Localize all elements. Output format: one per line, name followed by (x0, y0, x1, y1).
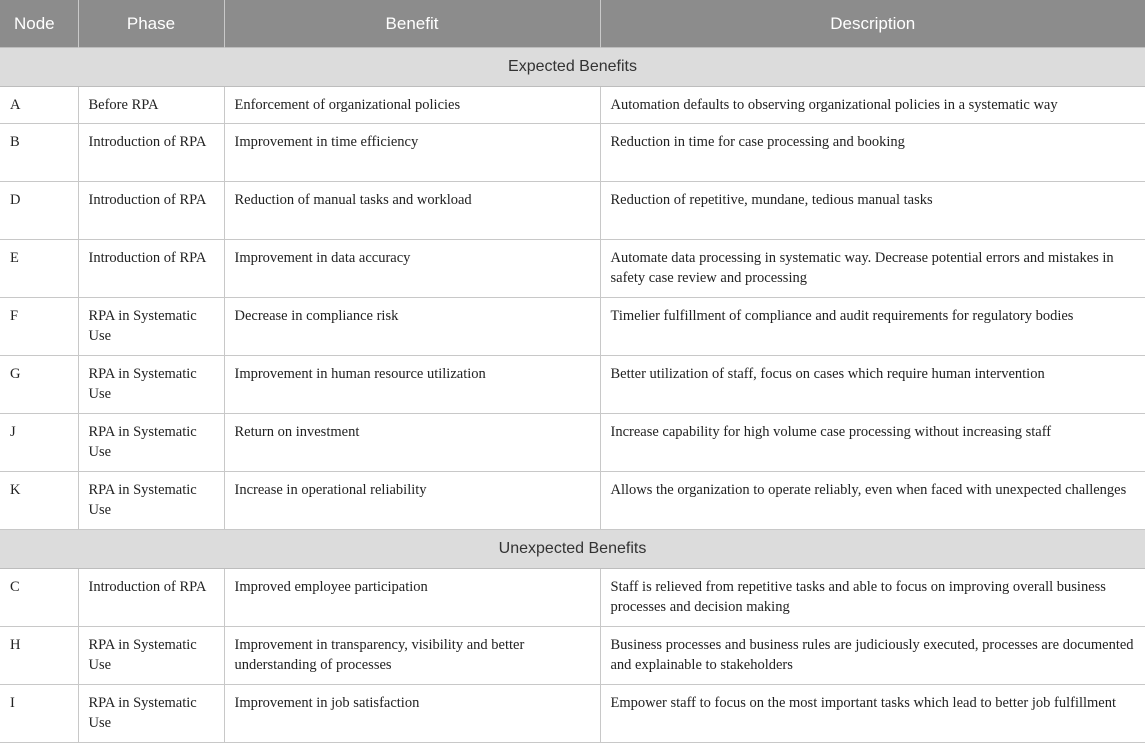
section-title: Expected Benefits (0, 48, 1145, 87)
node-cell: I (0, 685, 78, 743)
node-cell: J (0, 414, 78, 472)
phase-cell: Introduction of RPA (78, 182, 224, 240)
phase-cell: Introduction of RPA (78, 569, 224, 627)
table-row (0, 240, 1145, 298)
node-cell: A (0, 87, 78, 124)
header-benefit: Benefit (224, 0, 600, 48)
phase-cell: Before RPA (78, 87, 224, 124)
phase-cell: Introduction of RPA (78, 124, 224, 182)
benefit-cell: Improvement in human resource utilization (224, 356, 600, 414)
phase-cell: Introduction of RPA (78, 240, 224, 298)
node-cell: F (0, 298, 78, 356)
benefit-cell: Improvement in data accuracy (224, 240, 600, 298)
header-phase: Phase (78, 0, 224, 48)
table-row (0, 298, 1145, 356)
phase-cell: RPA in Systematic Use (78, 298, 224, 356)
table-row (0, 124, 1145, 182)
phase-cell: RPA in Systematic Use (78, 685, 224, 743)
section-title: Unexpected Benefits (0, 530, 1145, 569)
benefit-cell: Improvement in transparency, visibility and better understanding of processes (224, 627, 600, 685)
header-node: Node (0, 0, 78, 48)
section-row (0, 48, 1145, 87)
benefit-cell: Enforcement of organizational policies (224, 87, 600, 124)
table-row (0, 627, 1145, 685)
benefit-cell: Improvement in time efficiency (224, 124, 600, 182)
table-header (0, 0, 1145, 48)
benefit-cell: Return on investment (224, 414, 600, 472)
phase-cell: RPA in Systematic Use (78, 627, 224, 685)
benefit-cell: Decrease in compliance risk (224, 298, 600, 356)
description-cell: Reduction in time for case processing and booking (600, 124, 1145, 182)
description-cell: Reduction of repetitive, mundane, tedious manual tasks (600, 182, 1145, 240)
node-cell: G (0, 356, 78, 414)
description-cell: Staff is relieved from repetitive tasks and able to focus on improving overall business processes and decision making (600, 569, 1145, 627)
node-cell: H (0, 627, 78, 685)
table-row (0, 685, 1145, 743)
description-cell: Better utilization of staff, focus on cases which require human intervention (600, 356, 1145, 414)
phase-cell: RPA in Systematic Use (78, 356, 224, 414)
benefit-cell: Improved employee participation (224, 569, 600, 627)
benefit-cell: Reduction of manual tasks and workload (224, 182, 600, 240)
section-row (0, 530, 1145, 569)
table-row (0, 356, 1145, 414)
phase-cell: RPA in Systematic Use (78, 472, 224, 530)
table-row (0, 87, 1145, 124)
description-cell: Increase capability for high volume case processing without increasing staff (600, 414, 1145, 472)
table-row (0, 472, 1145, 530)
node-cell: C (0, 569, 78, 627)
description-cell: Timelier fulfillment of compliance and audit requirements for regulatory bodies (600, 298, 1145, 356)
table-row (0, 569, 1145, 627)
description-cell: Business processes and business rules are judiciously executed, processes are documented and explainable to stakeholders (600, 627, 1145, 685)
node-cell: D (0, 182, 78, 240)
benefit-cell: Increase in operational reliability (224, 472, 600, 530)
description-cell: Automate data processing in systematic way. Decrease potential errors and mistakes in safety case review and processing (600, 240, 1145, 298)
node-cell: E (0, 240, 78, 298)
table-body (0, 48, 1145, 743)
table-row (0, 182, 1145, 240)
header-row (0, 0, 1145, 48)
node-cell: K (0, 472, 78, 530)
node-cell: B (0, 124, 78, 182)
header-description: Description (600, 0, 1145, 48)
description-cell: Automation defaults to observing organizational policies in a systematic way (600, 87, 1145, 124)
description-cell: Allows the organization to operate reliably, even when faced with unexpected challenges (600, 472, 1145, 530)
table-row (0, 414, 1145, 472)
phase-cell: RPA in Systematic Use (78, 414, 224, 472)
description-cell: Empower staff to focus on the most important tasks which lead to better job fulfillment (600, 685, 1145, 743)
benefit-cell: Improvement in job satisfaction (224, 685, 600, 743)
